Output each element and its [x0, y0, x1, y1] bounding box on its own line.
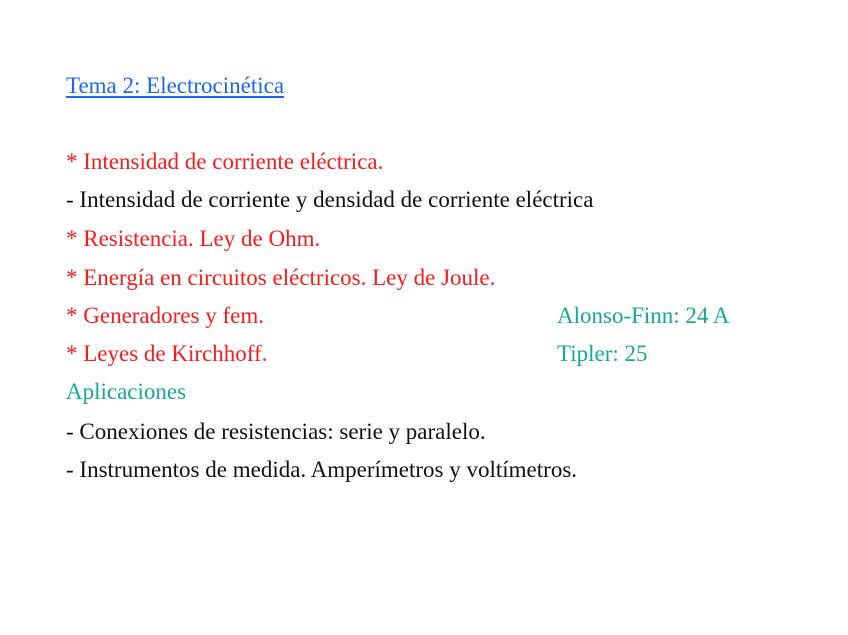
slide-title-link[interactable]: Tema 2: Electrocinética	[66, 73, 285, 98]
reference-tipler: Tipler: 25	[557, 341, 648, 366]
topic-current-intensity: * Intensidad de corriente eléctrica.	[66, 149, 384, 174]
subtopic-current-density: - Intensidad de corriente y densidad de corriente eléctrica	[66, 187, 594, 212]
subtopic-measuring-instruments: - Instrumentos de medida. Amperímetros y voltímetros.	[66, 457, 578, 482]
reference-alonso-finn: Alonso-Finn: 24 A	[557, 303, 730, 328]
section-applications: Aplicaciones	[66, 379, 187, 404]
topic-resistance-ohm: * Resistencia. Ley de Ohm.	[66, 226, 321, 251]
topic-generators-fem: * Generadores y fem.	[66, 303, 264, 328]
topic-kirchhoff-laws: * Leyes de Kirchhoff.	[66, 341, 268, 366]
subtopic-resistor-connections: - Conexiones de resistencias: serie y paralelo.	[66, 419, 486, 444]
topic-energy-joule: * Energía en circuitos eléctricos. Ley de Joule.	[66, 265, 496, 290]
